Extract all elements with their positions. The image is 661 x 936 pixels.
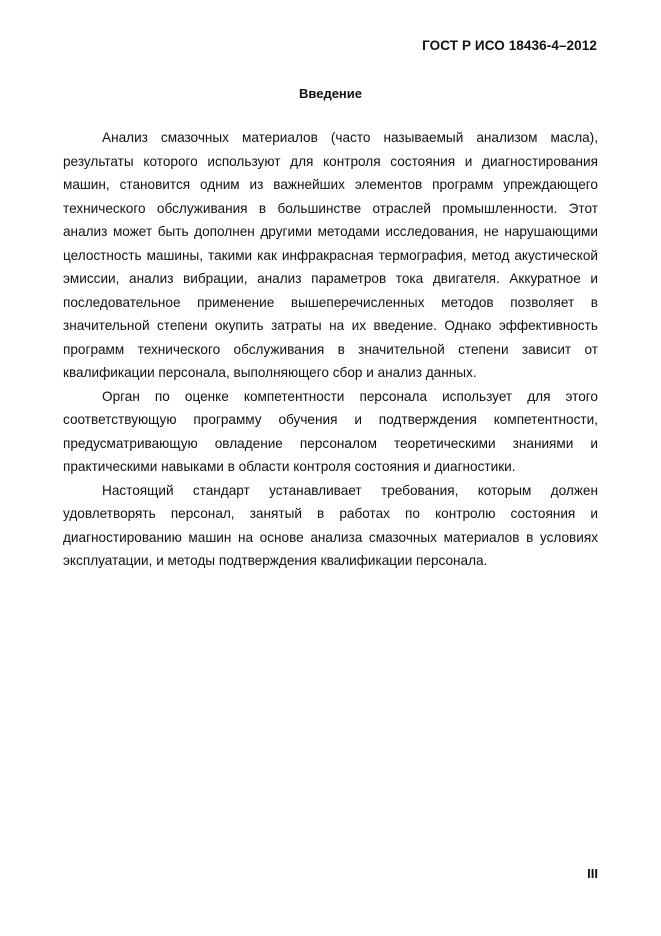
page-number: III (587, 866, 598, 881)
paragraph: Настоящий стандарт устанавливает требования, которым должен удовлетворять персонал, занятый в работах по контролю состояния и диагностированию машин на основе анализа смазочных материалов в условиях эксплуатации, и методы подтверждения квалификации персонала. (63, 482, 598, 568)
document-code: ГОСТ Р ИСО 18436-4–2012 (422, 38, 597, 53)
paragraph: Анализ смазочных материалов (часто называемый анализом масла), результаты которого используют для контроля состояния и диагностирования машин, становится одним из важнейших элементов программ упреждающего технического обслуживания в большинстве отраслей промышленности. Этот анализ может быть дополнен другими методами исследования, не нарушающими целостность машины, такими как инфракрасная термография, метод акустической эмиссии, анализ вибрации, анализ параметров тока двигателя. Аккуратное и последовательное применение вышеперечисленных методов позволяет в значительной степени окупить затраты на их введение. Однако эффективность программ технического обслуживания в значительной степени зависит от квалификации персонала, выполняющего сбор и анализ данных. (63, 130, 598, 380)
paragraph: Орган по оценке компетентности персонала использует для этого соответствующую программу обучения и подтверждения компетентности, предусматривающую овладение персоналом теоретическими знаниями и практическими навыками в области контроля состояния и диагностики. (63, 388, 598, 474)
section-title: Введение (299, 86, 362, 101)
body-text (63, 126, 598, 573)
